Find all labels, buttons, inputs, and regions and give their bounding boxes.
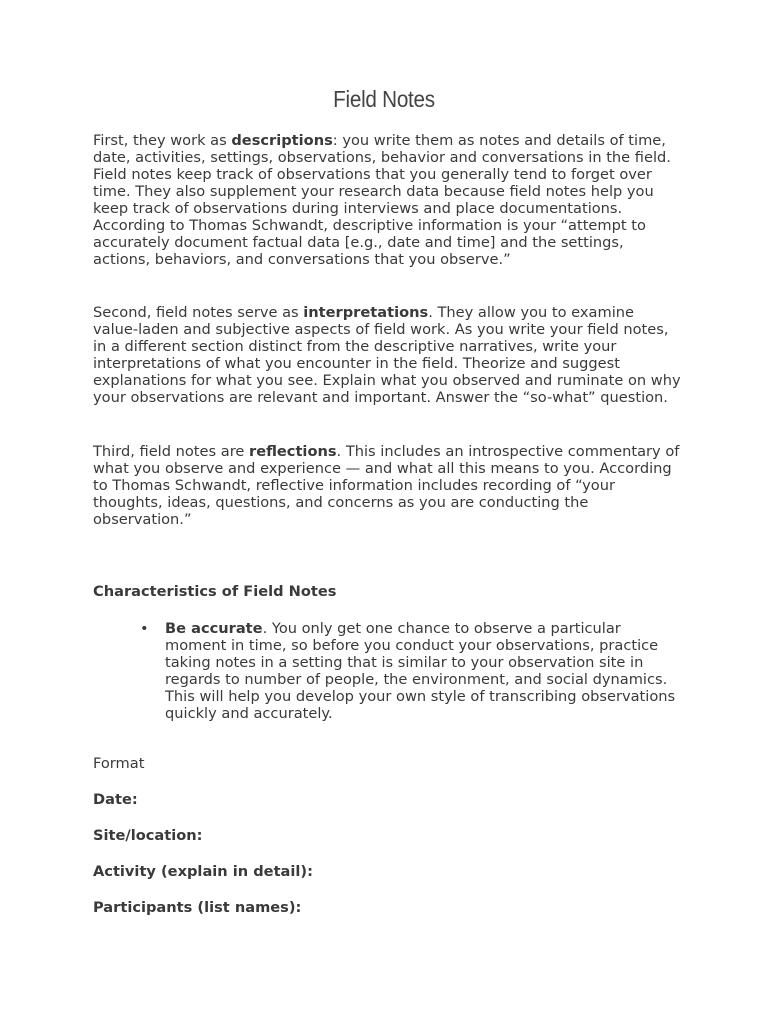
paragraph-text: . This includes an introspective commentary of what you observe and experience — and what all this means to you. According to Thomas Schwandt, reflective information includes recording of “your thoughts, ideas, questions, and concerns as you are conducting the observation.” bbox=[93, 443, 680, 528]
field-activity: Activity (explain in detail): bbox=[93, 863, 313, 880]
bullet-text: . You only get one chance to observe a particular moment in time, so before you conduct your observations, practice taking notes in a setting that is similar to your observation site in regards to number of people, the environment, and social dynamics. This will help you develop your own style of transcribing observations quickly and accurately. bbox=[165, 620, 676, 722]
paragraph-text: Second, field notes serve as bbox=[93, 304, 304, 321]
characteristics-list bbox=[139, 620, 684, 722]
paragraph-text: First, they work as bbox=[93, 132, 232, 149]
paragraph-text: : you write them as notes and details of time, date, activities, settings, observations, behavior and conversations in the field. Field notes keep track of observations that you generally tend to forget over time. They also supplement your research data because field notes help you keep track of observations during interviews and place documentations. According to Thomas Schwandt, descriptive information is your “attempt to accurately document factual data [e.g., date and time] and the settings, actions, behaviors, and conversations that you observe.” bbox=[93, 132, 671, 268]
paragraph-reflections bbox=[93, 443, 683, 528]
paragraph-keyword: descriptions bbox=[231, 132, 333, 149]
paragraph-keyword: interpretations bbox=[303, 304, 429, 321]
characteristics-heading: Characteristics of Field Notes bbox=[93, 583, 337, 600]
paragraph-interpretations bbox=[93, 304, 683, 406]
paragraph-text: . They allow you to examine value-laden and subjective aspects of field work. As you write your field notes, in a different section distinct from the descriptive narratives, write your interpretations of what you encounter in the field. Theorize and suggest explanations for what you see. Explain what you observed and ruminate on why your observations are relevant and important. Answer the “so-what” question. bbox=[93, 304, 681, 406]
field-date: Date: bbox=[93, 791, 138, 808]
format-label: Format bbox=[93, 755, 145, 772]
field-site-location: Site/location: bbox=[93, 827, 203, 844]
field-participants: Participants (list names): bbox=[93, 899, 302, 916]
bullet-icon: • bbox=[140, 620, 149, 637]
paragraph-descriptions bbox=[93, 132, 683, 268]
list-item bbox=[139, 620, 684, 722]
bullet-keyword: Be accurate bbox=[165, 620, 263, 637]
paragraph-keyword: reflections bbox=[249, 443, 337, 460]
paragraph-text: Third, field notes are bbox=[93, 443, 249, 460]
document-title: Field Notes bbox=[333, 86, 435, 112]
